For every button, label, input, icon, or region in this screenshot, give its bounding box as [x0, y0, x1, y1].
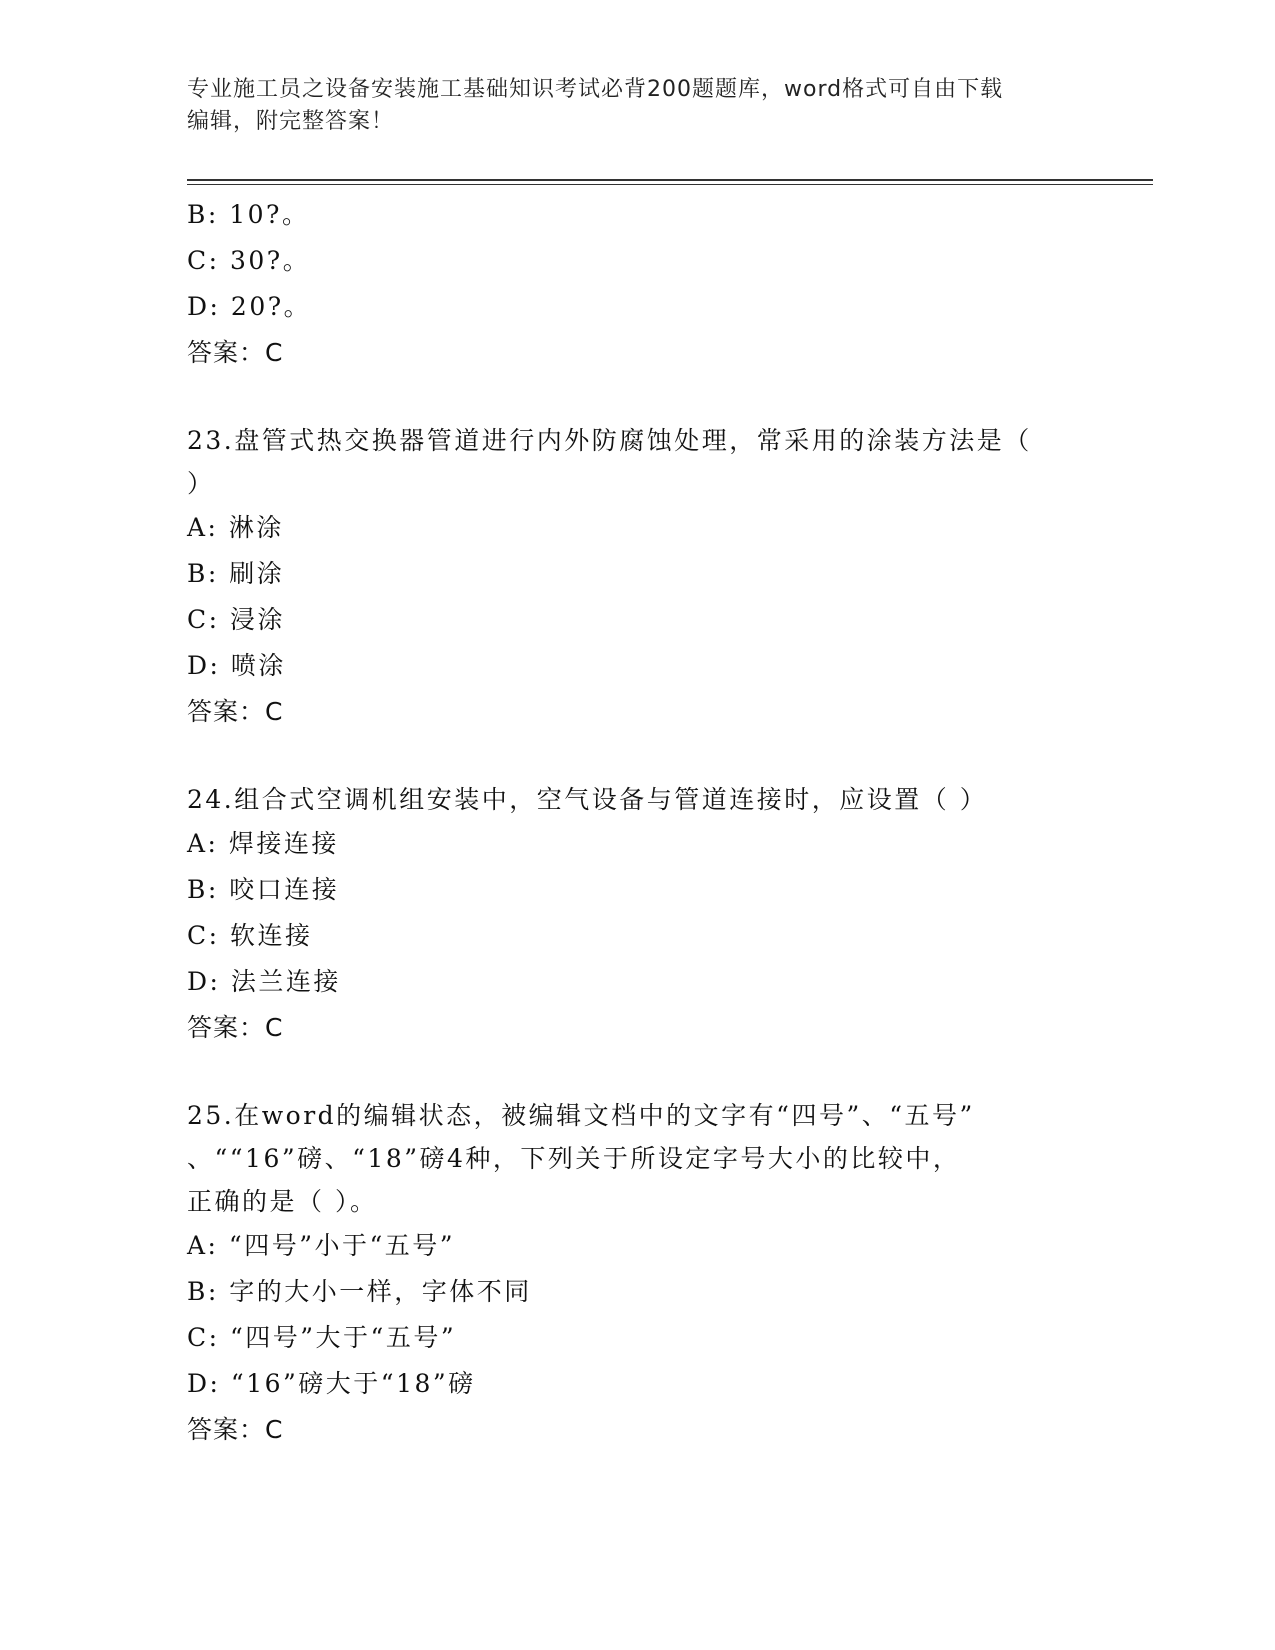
header-line-1: 专业施工员之设备安装施工基础知识考试必背200题题库，word格式可自由下载 [187, 77, 1004, 102]
question-list [187, 192, 1087, 1453]
header-line-2: 编辑，附完整答案！ [187, 109, 395, 134]
question-23 [187, 419, 1087, 735]
question-gap [187, 1051, 1087, 1094]
question-22 [187, 192, 1087, 376]
question-24 [187, 778, 1087, 1051]
option-b: B: 咬口连接 [187, 875, 340, 904]
question-stem-line: 23.盘管式热交换器管道进行内外防腐蚀处理，常采用的涂装方法是（ [187, 426, 1032, 455]
option-d: D: 20?。 [187, 292, 312, 321]
option-d: D: 法兰连接 [187, 967, 341, 996]
option-c: C: 30?。 [187, 246, 311, 275]
option-a: A: 焊接连接 [187, 829, 339, 858]
question-gap [187, 376, 1087, 419]
answer-line: 答案：C [187, 338, 284, 367]
question-stem-line: ） [187, 469, 215, 498]
option-d: D: “16”磅大于“18”磅 [187, 1369, 476, 1398]
option-b: B: 刷涂 [187, 559, 285, 588]
question-stem-line: 正确的是（ ）。 [187, 1187, 378, 1216]
option-c: C: 软连接 [187, 921, 313, 950]
option-a: A: “四号”小于“五号” [187, 1231, 456, 1260]
question-gap [187, 735, 1087, 778]
option-c: C: “四号”大于“五号” [187, 1323, 457, 1352]
question-25 [187, 1094, 1087, 1453]
document-header [187, 74, 1067, 138]
option-d: D: 喷涂 [187, 651, 286, 680]
question-stem-line: 24.组合式空调机组安装中，空气设备与管道连接时，应设置（ ） [187, 785, 988, 814]
answer-line: 答案：C [187, 1013, 284, 1042]
option-a: A: 淋涂 [187, 513, 284, 542]
option-b: B: 10?。 [187, 200, 310, 229]
answer-line: 答案：C [187, 1415, 284, 1444]
option-b: B: 字的大小一样，字体不同 [187, 1277, 532, 1306]
option-c: C: 浸涂 [187, 605, 285, 634]
answer-line: 答案：C [187, 697, 284, 726]
question-stem-line: 25.在word的编辑状态，被编辑文档中的文字有“四号”、“五号” [187, 1101, 975, 1130]
question-stem-line: 、““16”磅、“18”磅4种，下列关于所设定字号大小的比较中， [187, 1144, 961, 1173]
header-divider [187, 179, 1153, 185]
